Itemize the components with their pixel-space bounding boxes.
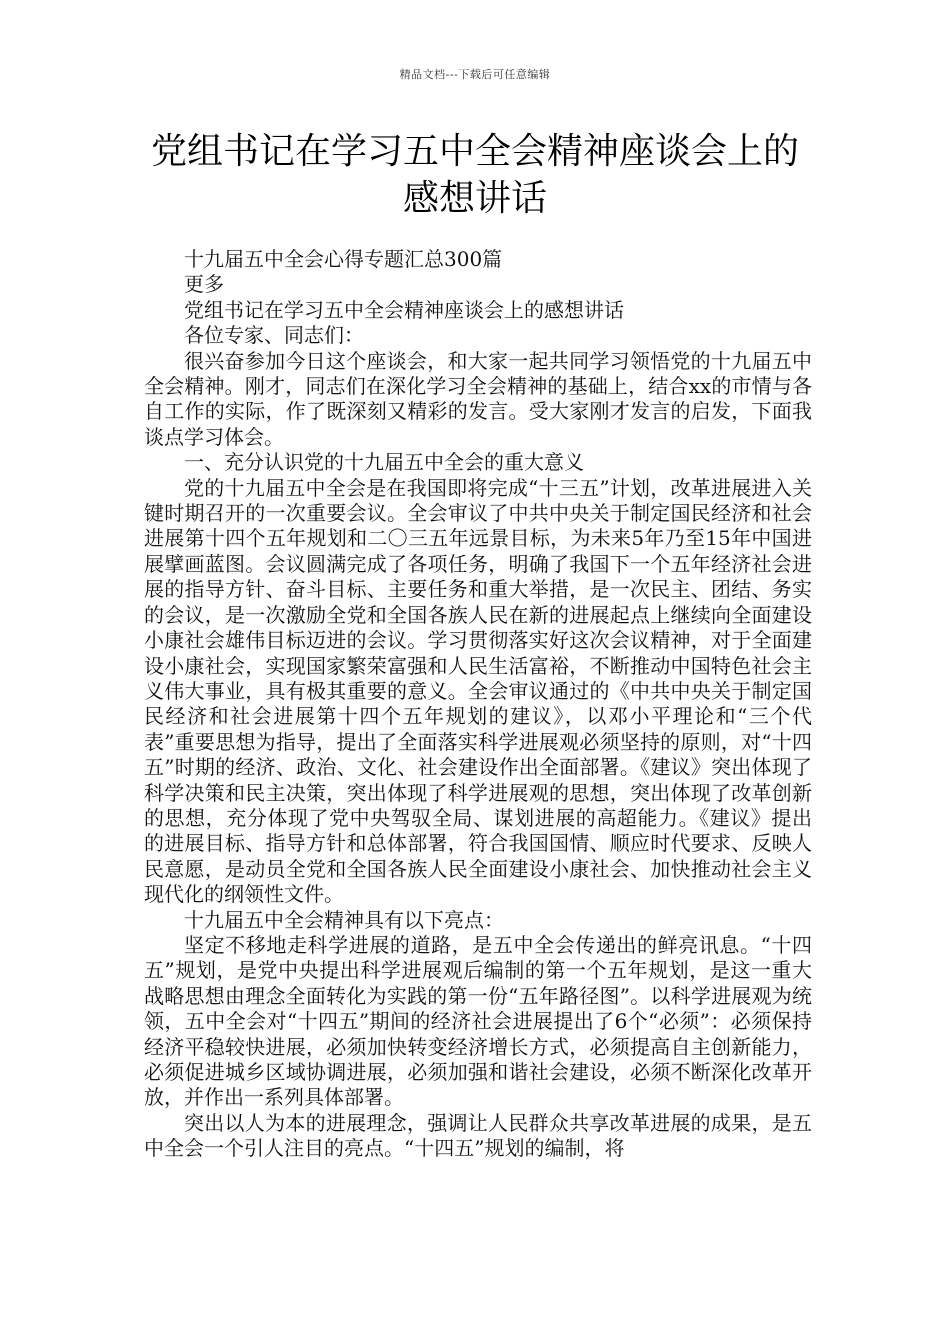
section-heading: 一、充分认识党的十九届五中全会的重大意义	[184, 450, 584, 475]
document-title: 党组书记在学习五中全会精神座谈会上的感想讲话	[150, 131, 799, 219]
paragraph: 突出以人为本的进展理念，强调让人民群众共享改革进展的成果，是五中全会一个引人注目的亮点。“十四五”规划的编制，将	[144, 1110, 812, 1161]
paragraph: 十九届五中全会精神具有以下亮点：	[184, 907, 504, 932]
paragraph: 很兴奋参加今日这个座谈会，和大家一起共同学习领悟党的十九届五中全会精神。刚才，同志们在深化学习全会精神的基础上，结合xx的市情与各自工作的实际，作了既深刻又精彩的发言。受大家刚才发言的启发，下面我谈点学习体会。	[144, 348, 812, 449]
paragraph: 党组书记在学习五中全会精神座谈会上的感想讲话	[184, 297, 624, 322]
paragraph: 各位专家、同志们：	[184, 323, 364, 348]
paragraph: 更多	[184, 272, 224, 297]
paragraph: 党的十九届五中全会是在我国即将完成“十三五”计划，改革进展进入关键时期召开的一次重要会议。全会审议了中共中央关于制定国民经济和社会进展第十四个五年规划和二〇三五年远景目标，为未来5年乃至15年中国进展擘画蓝图。会议圆满完成了各项任务，明确了我国下一个五年经济社会进展的指导方针、奋斗目标、主要任务和重大举措，是一次民主、团结、务实的会议，是一次激励全党和全国各族人民在新的进展起点上继续向全面建设小康社会雄伟目标迈进的会议。学习贯彻落实好这次会议精神，对于全面建设小康社会，实现国家繁荣富强和人民生活富裕，不断推动中国特色社会主义伟大事业，具有极其重要的意义。全会审议通过的《中共中央关于制定国民经济和社会进展第十四个五年规划的建议》，以邓小平理论和“三个代表”重要思想为指导，提出了全面落实科学进展观必须坚持的原则，对“十四五”时期的经济、政治、文化、社会建设作出全面部署。《建议》突出体现了科学决策和民主决策，突出体现了科学进展观的思想，突出体现了改革创新的思想，充分体现了党中央驾驭全局、谋划进展的高超能力。《建议》提出的进展目标、指导方针和总体部署，符合我国国情、顺应时代要求、反映人民意愿，是动员全党和全国各族人民全面建设小康社会、加快推动社会主义现代化的纲领性文件。	[144, 475, 812, 907]
document-body	[144, 247, 812, 1162]
paragraph: 坚定不移地走科学进展的道路，是五中全会传递出的鲜亮讯息。“十四五”规划，是党中央提出科学进展观后编制的第一个五年规划，是这一重大战略思想由理念全面转化为实践的第一份“五年路径图”。以科学进展观为统领，五中全会对“十四五”期间的经济社会进展提出了6个“必须”：必须保持经济平稳较快进展，必须加快转变经济增长方式，必须提高自主创新能力，必须促进城乡区域协调进展，必须加强和谐社会建设，必须不断深化改革开放，并作出一系列具体部署。	[144, 932, 812, 1110]
header-note: 精品文档---下载后可任意编辑	[399, 68, 551, 81]
paragraph: 十九届五中全会心得专题汇总300篇	[184, 247, 503, 271]
